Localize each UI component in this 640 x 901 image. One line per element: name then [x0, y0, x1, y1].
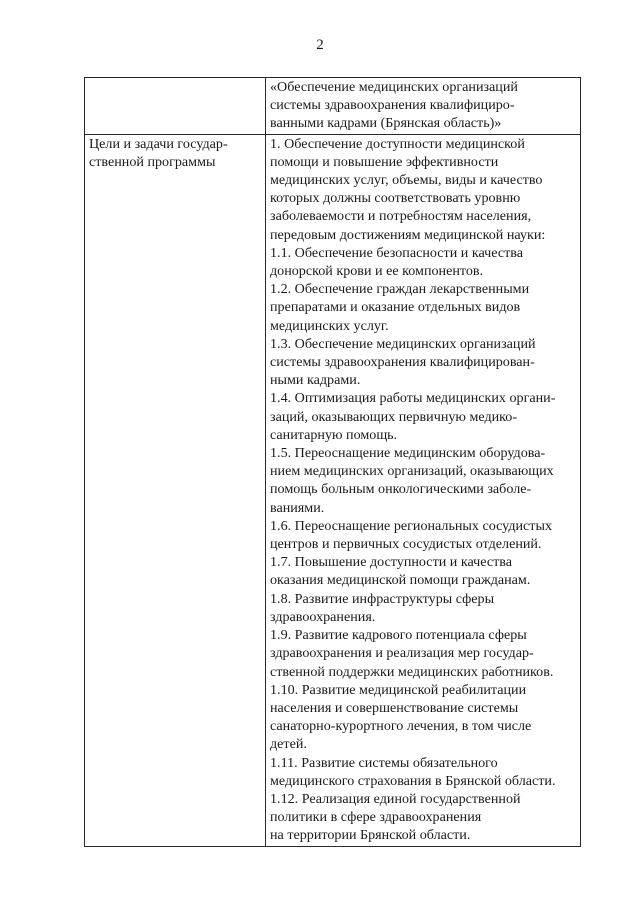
- row-content-line: 1.11. Развитие системы обязательного: [270, 754, 498, 771]
- table-body: [85, 78, 581, 847]
- row-content-line: здравоохранения и реализация мер государ-: [270, 645, 534, 662]
- row-content-line: оказания медицинской помощи гражданам.: [270, 572, 531, 589]
- row-content-cell: [266, 78, 581, 135]
- row-label-line: ственной программы: [89, 153, 216, 170]
- row-content-line: препаратами и оказание отдельных видов: [270, 299, 521, 316]
- table-row: [85, 78, 581, 135]
- row-content-line: 1. Обеспечение доступности медицинской: [270, 135, 525, 152]
- row-content-line: 1.4. Оптимизация работы медицинских органи-: [270, 390, 556, 407]
- row-content-line: заболеваемости и потребностям населения,: [270, 208, 532, 225]
- row-content-line: здравоохранения.: [270, 608, 376, 625]
- page-number: 2: [316, 37, 324, 53]
- row-content-line: санитарную помощь.: [270, 426, 398, 443]
- row-label-cell: [85, 78, 266, 135]
- row-content-line: ными кадрами.: [270, 372, 361, 389]
- program-table: [84, 77, 581, 847]
- row-content-line: донорской крови и ее компонентов.: [270, 263, 484, 280]
- row-content-line: 1.10. Развитие медицинской реабилитации: [270, 681, 527, 698]
- row-content-line: медицинских услуг.: [270, 317, 389, 334]
- row-content-line: системы здравоохранения квалифицирован-: [270, 354, 535, 371]
- row-content-line: «Обеспечение медицинских организаций: [270, 79, 518, 95]
- row-content-line: политики в сфере здравоохранения: [270, 809, 482, 826]
- row-label-cell: [85, 134, 266, 846]
- row-content-line: 1.3. Обеспечение медицинских организаций: [270, 335, 536, 352]
- row-content-line: 1.8. Развитие инфраструктуры сферы: [270, 590, 495, 607]
- row-content-line: 1.2. Обеспечение граждан лекарственными: [270, 281, 530, 298]
- row-content-line: населения и совершенствование системы: [270, 699, 519, 716]
- table-row: [85, 134, 581, 846]
- row-content-line: ственной поддержки медицинских работников.: [270, 663, 554, 680]
- row-label-line: Цели и задачи государ-: [89, 135, 228, 152]
- row-content-line: системы здравоохранения квалифициро-: [270, 97, 515, 114]
- row-content-line: ванными кадрами (Брянская область)»: [270, 115, 502, 132]
- row-content-line: детей.: [270, 736, 307, 753]
- row-content-line: 1.1. Обеспечение безопасности и качества: [270, 244, 523, 261]
- row-content-line: 1.5. Переоснащение медицинским оборудова-: [270, 445, 546, 462]
- row-content-line: 1.9. Развитие кадрового потенциала сферы: [270, 627, 527, 644]
- row-content-line: помощь больным онкологическими заболе-: [270, 481, 532, 498]
- row-content-line: 1.7. Повышение доступности и качества: [270, 554, 513, 571]
- row-content-cell: [266, 134, 581, 846]
- row-content-line: центров и первичных сосудистых отделений.: [270, 536, 542, 553]
- row-content-line: 1.6. Переоснащение региональных сосудистых: [270, 517, 552, 534]
- row-content-line: 1.12. Реализация единой государственной: [270, 790, 521, 807]
- row-content-line: помощи и повышение эффективности: [270, 153, 499, 170]
- row-content-line: медицинских услуг, объемы, виды и качество: [270, 172, 543, 189]
- row-content-line: санаторно-курортного лечения, в том числе: [270, 718, 532, 735]
- row-content-line: ваниями.: [270, 499, 325, 516]
- row-content-line: на территории Брянской области.: [270, 827, 471, 844]
- row-content-line: которых должны соответствовать уровню: [270, 190, 521, 207]
- row-content-line: передовым достижениям медицинской науки:: [270, 226, 546, 243]
- row-content-line: заций, оказывающих первичную медико-: [270, 408, 518, 425]
- row-content-line: нием медицинских организаций, оказывающих: [270, 463, 554, 480]
- row-content-line: медицинского страхования в Брянской области.: [270, 772, 556, 789]
